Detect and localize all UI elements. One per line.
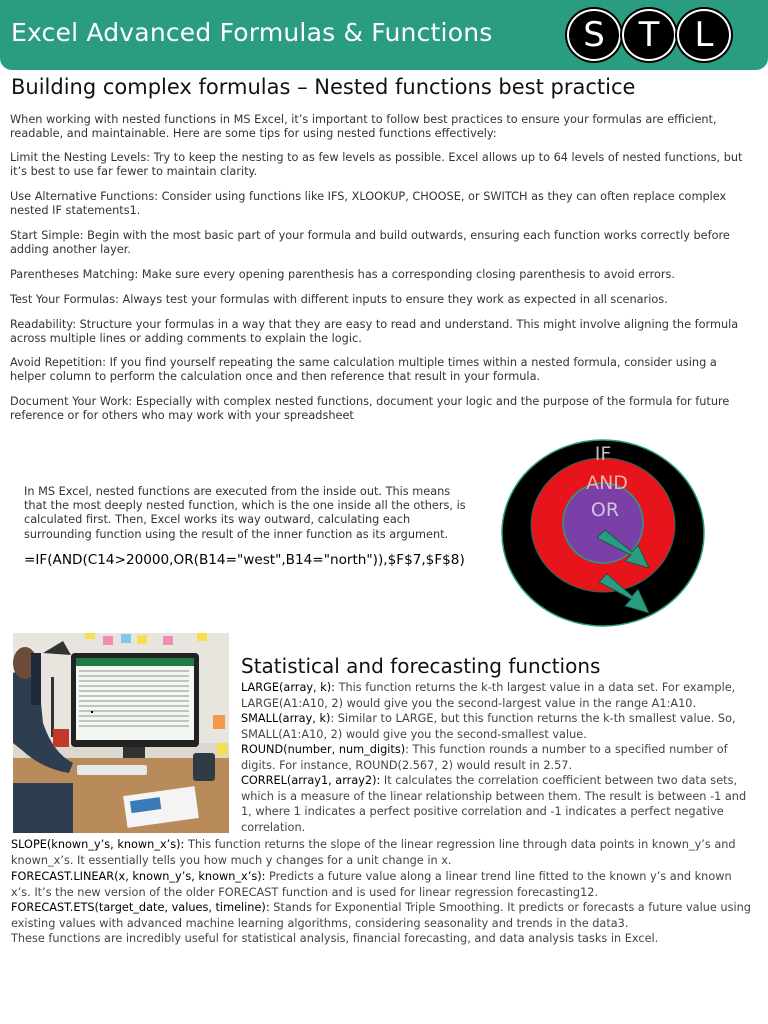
tip-paragraph: Use Alternative Functions: Consider using functions like IFS, XLOOKUP, CHOOSE, or SWITCH as they can often replace complex nested IF statements1. xyxy=(10,190,727,218)
logo-letter: T xyxy=(638,15,660,55)
function-description: Stands for Exponential Triple Smoothing. It predicts or forecasts a future value using existing values with advanced machine learning algorithms, considering seasonality and trends in the data3. xyxy=(11,901,751,930)
or-label: OR xyxy=(590,499,620,521)
tip-paragraph: Avoid Repetition: If you find yourself repeating the same calculation multiple times within a nested formula, consider using a helper column to perform the calculation once and then reference that result in your formula. xyxy=(10,356,717,384)
function-name: LARGE(array, k): xyxy=(241,681,335,694)
function-entry-forecast-ets xyxy=(11,900,751,931)
page-header-title: Excel Advanced Formulas & Functions xyxy=(11,18,493,47)
section-title-statistical: Statistical and forecasting functions xyxy=(241,654,601,678)
intro-paragraph: When working with nested functions in MS Excel, it’s important to follow best practices to ensure your formulas are efficient, readable, and maintainable. Here are some tips for using nested functions effectively: xyxy=(10,113,717,141)
function-description: This function returns the slope of the linear regression line through data points in known_y’s and known_x’s. It essentially tells you how much y changes for a unit change in x. xyxy=(11,838,736,867)
function-description: This function returns the k-th largest value in a data set. For example, LARGE(A1:A10, 2) would give you the second-largest value in the range A1:A10. xyxy=(241,681,736,710)
tip-paragraph: Limit the Nesting Levels: Try to keep the nesting to as few levels as possible. Excel allows up to 64 levels of nested functions, but it’s best to use far fewer to maintain clarity. xyxy=(10,151,743,179)
function-name: FORECAST.LINEAR(x, known_y’s, known_x’s): xyxy=(11,870,266,883)
function-description: Predicts a future value along a linear trend line fitted to the known y’s and known x’s. It’s the new version of the older FORECAST function and is used for linear regression forecasting12. xyxy=(11,870,732,899)
tip-paragraph: Parentheses Matching: Make sure every opening parenthesis has a corresponding closing parenthesis to avoid errors. xyxy=(10,268,676,281)
inside-out-explanation: In MS Excel, nested functions are executed from the inside out. This means that the most deeply nested function, which is the one inside all the others, is calculated first. Then, Excel works its way outward, calculating each surrounding function using the result of the inner function as its argument. xyxy=(24,485,466,541)
function-name: ROUND(number, num_digits) xyxy=(241,743,406,756)
function-name: SLOPE(known_y’s, known_x’s): xyxy=(11,838,185,851)
tip-paragraph: Start Simple: Begin with the most basic part of your formula and build outwards, ensuring each function works correctly before adding another layer. xyxy=(10,229,730,257)
function-entry-round xyxy=(241,742,757,773)
example-formula: =IF(AND(C14>20000,OR(B14="west",B14="north")),$F$7,$F$8) xyxy=(24,552,465,568)
logo-letter: S xyxy=(583,15,605,55)
function-name: SMALL(array, k) xyxy=(241,712,331,725)
logo-circle-s xyxy=(567,9,621,61)
function-entry-forecast-linear xyxy=(11,869,751,900)
function-name: CORREL(array1, array2): xyxy=(241,774,381,787)
function-description: : Similar to LARGE, but this function returns the k-th smallest value. So, SMALL(A1:A10, 2) would give you the second-smallest value. xyxy=(241,712,736,741)
nested-functions-diagram xyxy=(501,438,705,628)
function-description: : This function rounds a number to a specified number of digits. For instance, ROUND(2.567, 2) would result in 2.57. xyxy=(241,743,728,772)
header-banner xyxy=(0,0,768,70)
logo-circle-l xyxy=(677,9,731,61)
tip-paragraph: Readability: Structure your formulas in a way that they are easy to read and understand. This might involve aligning the formula across multiple lines or adding comments to explain the logic. xyxy=(10,318,739,346)
logo-circle-t xyxy=(622,9,676,61)
function-name: FORECAST.ETS(target_date, values, timeline): xyxy=(11,901,270,914)
function-entry-large xyxy=(241,680,757,711)
function-entry-correl xyxy=(241,773,757,835)
person-at-computer-illustration xyxy=(13,633,229,833)
logo-letter: L xyxy=(694,15,714,55)
tip-paragraph: Test Your Formulas: Always test your formulas with different inputs to ensure they work as expected in all scenarios. xyxy=(10,293,668,306)
closing-paragraph: These functions are incredibly useful for statistical analysis, financial forecasting, and data analysis tasks in Excel. xyxy=(11,932,659,945)
tip-paragraph: Document Your Work: Especially with complex nested functions, document your logic and the purpose of the formula for future reference or for others who may work with your spreadsheet xyxy=(10,395,730,423)
section-title-nested: Building complex formulas – Nested functions best practice xyxy=(11,75,636,99)
and-label: AND xyxy=(586,472,628,494)
function-description: It calculates the correlation coefficient between two data sets, which is a measure of the linear relationship between them. The result is between -1 and 1, where 1 indicates a perfect positive correlation and -1 indicates a perfect negative correlation. xyxy=(241,774,747,834)
function-entry-slope xyxy=(11,837,751,868)
if-label: IF xyxy=(594,443,612,465)
function-entry-small xyxy=(241,711,757,742)
